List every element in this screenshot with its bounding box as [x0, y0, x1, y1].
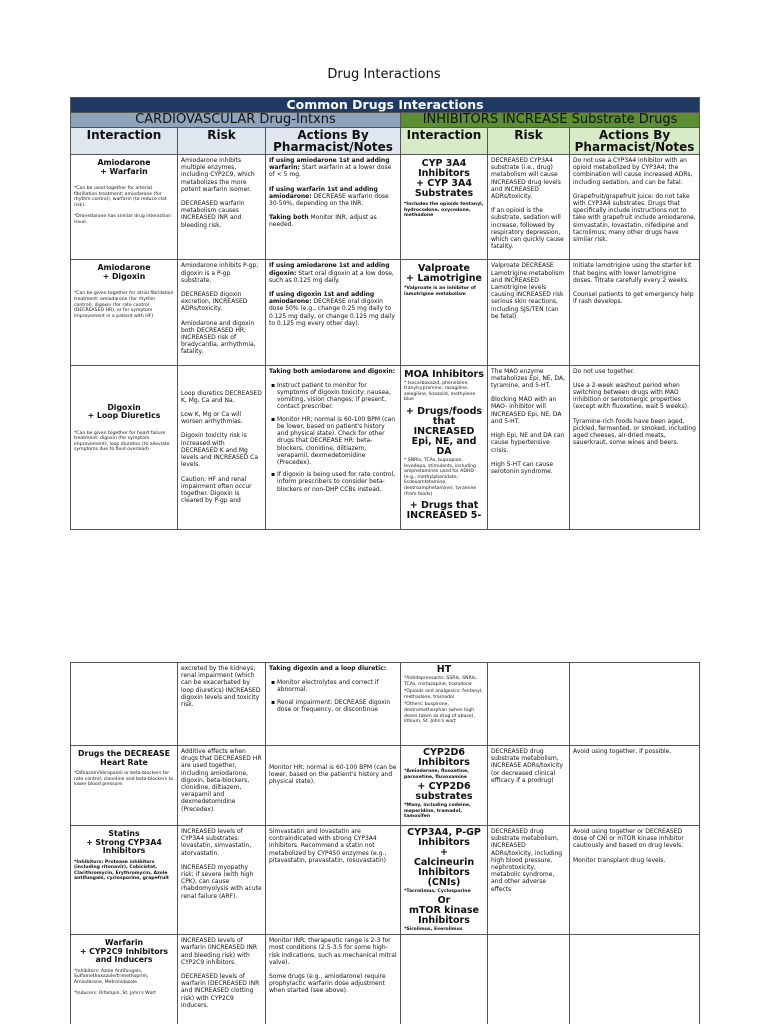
interaction-title: + Loop Diuretics: [87, 411, 161, 421]
inhibitors-section-title: INHIBITORS INCREASE Substrate Drugs: [401, 113, 700, 128]
risk-text: Amiodarone and digoxin both DECREASED HR; INCREASED risk of bradycardia, arrhythmia, fatality.: [181, 319, 256, 356]
interaction-cell: [71, 663, 178, 746]
risk-text: DECREASED CYP3A4 substrate (i.e., drug) metabolism will cause INCREASED drug levels and INCREASED ADRs/toxicity.: [491, 157, 561, 201]
action-text: Monitor transplant drug levels.: [573, 856, 666, 864]
interaction-note: *Many, including codeine, meperidine, tramadol, tamoxifen: [404, 803, 471, 820]
action-heading: If using digoxin 1st and adding amiodarone:: [269, 291, 375, 306]
interaction-cell: [401, 155, 488, 260]
interaction-note: * Isocarboxazid, phenelzine, tranylcypromine, rasagiline, selegiline, linezolid, methylene blue: [404, 380, 476, 403]
action-heading: Taking digoxin and a loop diuretic:: [269, 665, 387, 672]
risk-text: High Epi, NE and DA can cause hypertensive crisis.: [491, 432, 565, 454]
risk-cell: [178, 826, 266, 935]
actions-cell: [570, 365, 700, 530]
interaction-title: Statins: [108, 829, 140, 838]
action-text: DECREASE oral digoxin dose 50% (e.g., change 0.25 mg daily to 0.125 mg daily, or change 0.125 mg daily to 0.125 mg every other day).: [269, 298, 395, 327]
risk-cell: [178, 260, 266, 365]
action-text: Avoid using together or DECREASED dose of CNI or mTOR kinase inhibitor cautiously and based on drug levels.: [573, 828, 684, 850]
risk-text: High 5-HT can cause serotonin syndrome.: [491, 460, 554, 475]
actions-cell: [266, 746, 401, 826]
drug-interactions-table-top: [70, 97, 700, 530]
interaction-title: Inhibitors: [418, 757, 470, 768]
action-text: Initiate lamotrigine using the starter kit that begins with lower lamotrigine doses. Titrate carefully every 2 weeks.: [573, 262, 692, 284]
interaction-title: + Digoxin: [102, 271, 146, 281]
interaction-cell: [401, 365, 488, 530]
risk-text: DECREASED drug substrate metabolism, INCREASED ADRs/toxicity, including high blood pressure, nephrotoxicity, metabolic syndrome, and other adverse effects: [491, 828, 563, 893]
interaction-title: Or: [437, 894, 451, 906]
interaction-title: Valproate: [418, 263, 470, 275]
action-text: Monitor HR; normal is 60-100 BPM (can be lower, based on the patient's history and physical state).: [269, 764, 397, 786]
interaction-title: Heart Rate: [100, 757, 148, 767]
risk-text: Caution: HF and renal impairment often occur together. Digoxin is cleared by P-gp and: [181, 475, 252, 505]
interaction-note: *Inhibitors: Protease inhibitors (including ritonavir), Cobicistat, Clarithromycin, Erythromycin, Azole antifungals, cyclosporine, grapefruit: [74, 859, 170, 882]
actions-cell: [570, 826, 700, 935]
table-row: [71, 746, 700, 826]
table-row: [71, 663, 700, 746]
interaction-note: *Valproate is an inhibitor of lamotrigine metabolism: [404, 286, 476, 298]
risk-text: Digoxin toxicity risk is increased with DECREASED K and Mg levels and INCREASED Ca levels.: [181, 432, 259, 469]
action-text: Start warfarin at a lower dose of < 5 mg.: [269, 164, 392, 179]
interaction-title: HT: [436, 664, 452, 675]
interaction-title: Amiodarone: [97, 263, 151, 273]
column-header-risk: Risk: [178, 128, 266, 155]
action-text: Do not use a CYP3A4 inhibitor with an opioid metabolized by CYP3A4; the combination will cause increased ADRs, including sedation, and can be fatal.: [573, 157, 693, 186]
interaction-title: + Warfarin: [100, 166, 148, 176]
risk-text: INCREASED levels of warfarin (INCREASED INR and bleeding risk) with CYP2C9 inhibitors.: [181, 937, 258, 966]
actions-cell: [266, 155, 401, 260]
interaction-title: + CYP2C9 Inhibitors: [79, 946, 169, 956]
interaction-title: Inhibitors: [418, 837, 470, 848]
actions-cell: [570, 935, 700, 1024]
interaction-note: *Can be used together for arterial fibrillation treatment: amiodarone (for rhythm control), warfarin (to reduce clot risk).: [74, 186, 167, 208]
actions-cell: [266, 663, 401, 746]
risk-cell: [488, 663, 570, 746]
table-row: [71, 155, 700, 260]
cardiovascular-section-title: CARDIOVASCULAR Drug-Intxns: [71, 113, 401, 128]
interaction-title: Inhibitors: [418, 914, 470, 926]
risk-cell: [488, 365, 570, 530]
action-heading: If using amiodarone 1st and adding warfarin:: [269, 157, 390, 172]
action-text: DECREASE warfarin dose 30-50%, depending on the INR.: [269, 192, 389, 208]
interaction-cell: [401, 826, 488, 935]
interaction-title: substrates: [415, 791, 473, 803]
interaction-note: *Includes the opioids fentanyl, hydrocodone, oxycodone, methadone: [404, 202, 484, 219]
action-bullet: ▪ Renal impairment: DECREASE digoxin dose or frequency, or discontinue: [271, 698, 391, 713]
risk-text: DECREASED drug substrate metabolism, INCREASE ADRs/toxicity (or decreased clinical efficacy if a prodrug): [491, 748, 563, 784]
risk-cell: [488, 935, 570, 1024]
actions-cell: [266, 826, 401, 935]
table-row: [71, 935, 700, 1024]
interaction-cell: [401, 935, 488, 1024]
column-header-actions: Actions By Pharmacist/Notes: [570, 128, 700, 155]
interaction-title: + Strong CYP3A4: [86, 837, 162, 847]
page-title: Drug Interactions: [327, 67, 441, 82]
table-row: [71, 826, 700, 935]
risk-text: excreted by the kidneys; renal impairment (which can be exacerbated by loop diuretics) INCREASED digoxin levels and toxicity risk.: [181, 665, 261, 709]
risk-text: INCREASED myopathy risk; if severe (with high CPK), can cause rhabdomyolysis with acute renal failure (ARF).: [181, 863, 262, 900]
interaction-title: + CYP 3A4: [416, 178, 472, 189]
actions-cell: [570, 746, 700, 826]
actions-cell: [266, 365, 401, 530]
interaction-cell: [401, 663, 488, 746]
action-bullet: ▪ Monitor HR; normal is 60-100 BPM (can be lower, based on patient's history and physical state). Check for other drugs that DECREASE HR: beta-blockers, clonidine, diltiazem, verapamil, dexmedetomidine (Precedex).: [271, 415, 396, 466]
action-text: Monitor INR; adjust as needed.: [269, 214, 377, 229]
action-text: Avoid using together, if possible.: [573, 748, 672, 755]
risk-text: Valproate DECREASE Lamotrigine metabolism and INCREASED Lamotrigine levels causing INCREASED risk serious skin reactions, including SJS/TEN (can be fetal): [491, 262, 565, 320]
actions-cell: [570, 155, 700, 260]
interaction-cell: [71, 365, 178, 530]
drug-interactions-table-continued: [70, 662, 700, 1024]
interaction-note: *Can be given together for heart failure treatment: digoxin (for symptom improvement), loop diuretics (to alleviate symptoms due to fluid overload): [74, 430, 170, 453]
interaction-title: CYP3A4, P-GP: [407, 827, 481, 838]
action-text: Start oral digoxin at a low dose, such as 0.125 mg daily.: [269, 269, 394, 284]
action-text: Some drugs (e.g., amiodarone) require prophylactic warfarin dose adjustment when started (see above).: [269, 973, 386, 995]
column-header-actions: Actions By Pharmacist/Notes: [266, 128, 401, 155]
risk-text: Blocking MAO with an MAO- inhibitor will INCREASED Epi, NE, DA and 5-HT.: [491, 396, 562, 425]
risk-text: DECREASED digoxin excretion, INCREASED ADRs/toxicity.: [181, 291, 248, 313]
action-heading: Taking both: [269, 214, 309, 222]
risk-text: Loop diuretics DECREASED K, Mg, Ca and Na.: [181, 389, 262, 404]
risk-cell: [488, 826, 570, 935]
risk-cell: [178, 365, 266, 530]
column-header-interaction: Interaction: [71, 128, 178, 155]
risk-cell: [488, 746, 570, 826]
action-bullet: ▪ If digoxin is being used for rate control, inform prescribers to consider beta-blockers or non-DHP CCBs instead.: [271, 471, 396, 493]
interaction-title: mTOR kinase: [409, 904, 479, 916]
interaction-cell: [71, 155, 178, 260]
risk-cell: [178, 935, 266, 1024]
interaction-cell: [401, 746, 488, 826]
risk-cell: [178, 155, 266, 260]
interaction-note: *Dronedarone has similar drug interaction issue.: [74, 214, 172, 225]
action-text: Monitor INR; therapeutic range is 2-3 for most conditions (2.5-3.5 for some high-risk indications, such as mechanical mitral valve).: [269, 937, 397, 966]
actions-cell: [570, 260, 700, 365]
action-text: Counsel patients to get emergency help if rash develops.: [573, 291, 694, 306]
action-text: Grapefruit/grapefruit juice: do not take with CYP3A4 substrates. Drugs that specifically include instructions not to take with grapefruit include amiodarone, simvastatin, lovastatin, nifedipine and tacrolimus; many other drugs have similar risk.: [573, 192, 696, 244]
interaction-title: + CYP2D6: [417, 781, 471, 793]
risk-text: DECREASED levels of warfarin (DECREASED INR and INCREASED clotting risk) with CYP2C9 inducers.: [181, 973, 260, 1009]
risk-cell: [178, 746, 266, 826]
interaction-cell: [71, 260, 178, 365]
risk-cell: [488, 155, 570, 260]
interaction-title: CYP2D6: [423, 747, 465, 758]
interaction-note: * SNRIs, TCAs, bupropion, levodopa, stimulants, including amphetamines used for ADHD (e.g., methylphenidate, lisdexamfetamine, dextroamphetamine), tyramine (from foods): [404, 458, 477, 497]
interaction-cell: [71, 746, 178, 826]
interaction-cell: [71, 935, 178, 1024]
table-row: [71, 365, 700, 530]
risk-text: Low K, Mg or Ca will worsen arrhythmias.: [181, 411, 243, 426]
interaction-title: + Lamotrigine: [406, 273, 482, 285]
risk-text: If an opioid is the substrate, sedation will increase, followed by respiratory depression, which can quickly cause fatality.: [491, 207, 564, 251]
interaction-title: Substrates: [414, 188, 474, 199]
risk-text: The MAO enzyme metabolizes Epi, NE, DA, tyramine, and 5-HT.: [491, 367, 565, 390]
risk-text: INCREASED levels of CYP3A4 substrates: lovastatin, simvastatin, atorvastatin.: [181, 828, 252, 857]
interaction-title: Drugs the DECREASE: [78, 749, 170, 758]
interaction-title: Inhibitors (CNIs): [418, 867, 470, 888]
actions-cell: [266, 260, 401, 365]
action-text: Tyramine-rich foods have been aged, pickled, fermented, or smoked, including aged cheeses, air-dried meats, sauerkraut, some wines and beers.: [573, 417, 696, 447]
risk-text: DECREASED warfarin metabolism causes INCREASED INR and bleeding risk.: [181, 200, 245, 229]
action-text: Simvastatin and lovastatin are contraindicated with strong CYP3A4 inhibitors. Recommend a statin not metabolized by CYP450 enzymes (e.g., pitavastatin, pravastatin, rosuvastatin): [269, 828, 387, 864]
action-text: Use a 2-week washout period when switching between drugs with MAO inhibition or serotonergic properties (except with fluoxetine, wait 5 weeks).: [573, 381, 689, 411]
interaction-title: CYP 3A4: [421, 158, 467, 169]
actions-cell: [570, 663, 700, 746]
interaction-title: Amiodarone: [97, 158, 151, 167]
interaction-note: *Antidepressants: SSRIs, SNRIs, TCAs, mirtazapine, trazodone: [404, 676, 477, 687]
interaction-note: *Tacrolimus, Cyclosporine: [404, 889, 471, 894]
action-heading: Taking both amiodarone and digoxin:: [269, 367, 396, 375]
action-bullet: ▪ Monitor electrolytes and correct if abnormal.: [271, 679, 379, 694]
interaction-title: + Drugs that INCREASED 5-: [406, 500, 482, 522]
action-text: Do not use together.: [573, 367, 635, 375]
table-banner: Common Drugs Interactions: [71, 98, 700, 113]
interaction-title: Inhibitors: [418, 168, 470, 179]
column-header-interaction: Interaction: [401, 128, 488, 155]
interaction-note: *Amiodarone, fluoxetine, paroxetine, fluvoxamine: [404, 769, 469, 780]
interaction-title: +: [440, 847, 448, 858]
interaction-note: *Diltiazem/Verapamil or beta-blockers for rate control; clonidine and beta-blockers to lower blood pressure.: [74, 771, 174, 788]
interaction-title: Inhibitors: [102, 846, 146, 855]
interaction-title: Digoxin: [107, 402, 141, 412]
interaction-note: *Inducers: Rifampin, St. John's Wort: [74, 991, 156, 997]
table-row: [71, 260, 700, 365]
action-heading: If using warfarin 1st and adding amiodarone:: [269, 185, 378, 200]
interaction-cell: [71, 826, 178, 935]
risk-cell: [488, 260, 570, 365]
interaction-note: *Can be given together for atrial fibrillation treatment: amiodarone (for rhythm control), digoxin (for rate control (DECREASED HR), or for symptom improvement in a patient with HF): [74, 291, 174, 319]
interaction-note: *Sirolimus, Everolimus: [404, 926, 463, 932]
interaction-note: *Others: buspirone, dextromethorphan (when high doses taken as drug of abuse), lithium, St. John's wort: [404, 702, 475, 725]
risk-text: Additive effects when drugs that DECREASED HR are used together, including amiodarone, digoxin, beta-blockers, clonidine, diltiazem, verapamil and dexmedetomidine (Precedex).: [181, 748, 262, 813]
column-header-risk: Risk: [488, 128, 570, 155]
interaction-title: + Drugs/foods that INCREASED Epi, NE, and DA: [405, 406, 483, 458]
action-heading: If using amiodarone 1st and adding digoxin:: [269, 262, 390, 277]
interaction-note: *Opioids and analgesics: fentanyl, methadone, tramadol: [404, 689, 483, 700]
interaction-title: MOA Inhibitors: [404, 368, 484, 380]
interaction-title: and Inducers: [95, 955, 153, 965]
risk-cell: [178, 663, 266, 746]
actions-cell: [266, 935, 401, 1024]
interaction-title: Warfarin: [104, 938, 144, 948]
risk-text: Amiodarone inhibits P-gp; digoxin is a P-gp substrate.: [181, 262, 259, 284]
interaction-cell: [401, 260, 488, 365]
interaction-title: Calcineurin: [413, 857, 475, 868]
action-bullet: ▪ Instruct patient to monitor for symptoms of digoxin toxicity: nausea, vomiting, vision changes; if present, contact prescriber.: [271, 381, 391, 411]
interaction-note: *Inhibitors: Azole Antifungals, Sulfamethoxazole/trimethoprim, Amiodarone, Metronidazole: [74, 968, 149, 985]
risk-text: Amiodarone inhibits multiple enzymes, including CYP2C9, which metabolizes the more potent warfarin isomer.: [181, 157, 255, 193]
